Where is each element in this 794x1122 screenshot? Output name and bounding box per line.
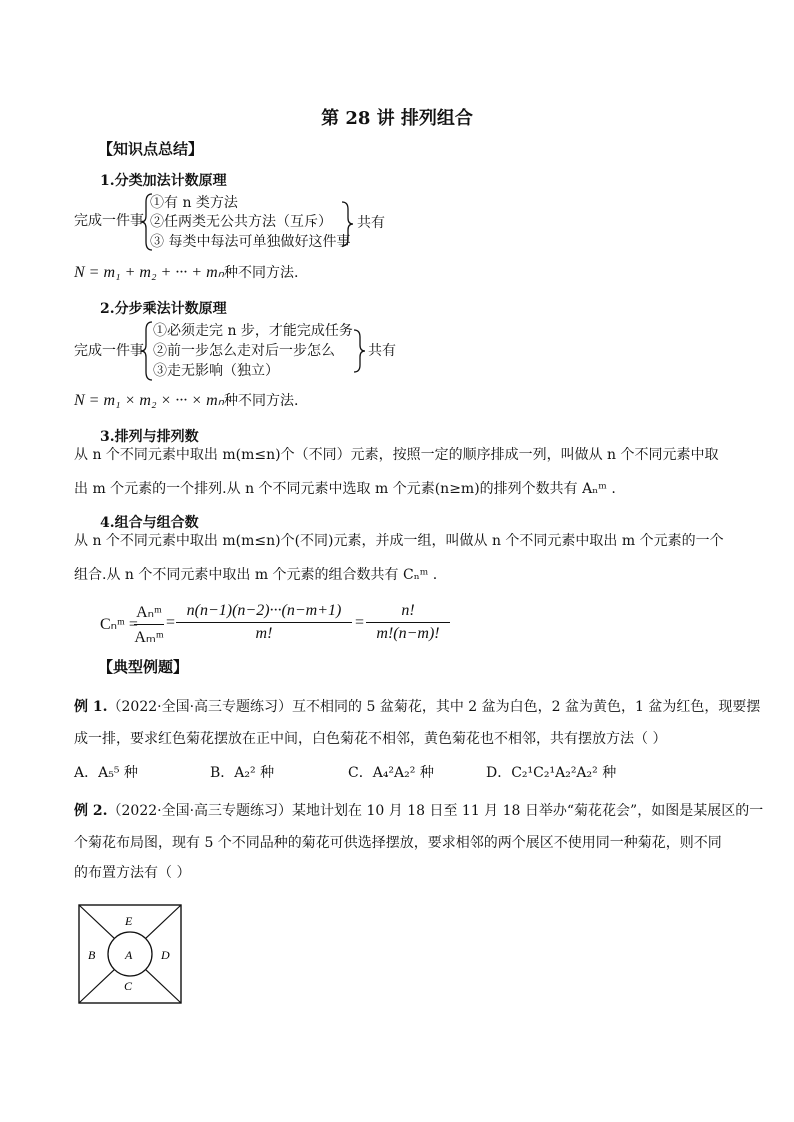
s3-line-1: 从 n 个不同元素中取出 m(m≤n)个（不同）元素，按照一定的顺序排成一列，叫做从 n 个不同元素中取 <box>74 447 719 463</box>
s2-right-label: 共有 <box>368 343 396 359</box>
example-1-option-b[interactable]: B．A₂² 种 <box>210 765 275 781</box>
diagram-line-br <box>146 970 181 1003</box>
example-1-line-2: 成一排，要求红色菊花摆放在正中间，白色菊花不相邻，黄色菊花也不相邻，共有摆放方法（ ） <box>74 731 667 747</box>
s1-formula-tail: 种不同方法. <box>224 265 299 281</box>
section-3-heading: 3.排列与排列数 <box>100 429 199 445</box>
example-1-option-a[interactable]: A．A₅⁵ 种 <box>74 765 138 781</box>
region-a-label: A <box>125 948 133 962</box>
example-2-text-1: （2022·全国·高三专题练习）某地计划在 10 月 18 日至 11 月 18 日举办“菊花花会”，如图是某展区的一 <box>107 803 764 819</box>
example-1-option-c[interactable]: C．A₄²A₂² 种 <box>348 765 434 781</box>
fraction-2-bar <box>176 622 352 623</box>
section-1-heading: 1.分类加法计数原理 <box>100 173 227 189</box>
examples-heading: 【典型例题】 <box>98 658 189 676</box>
example-1-option-d[interactable]: D．C₂¹C₂¹A₂²A₂² 种 <box>486 765 617 781</box>
s1-formula: N = m₁ + m₂ + ··· + mₙ <box>74 264 225 281</box>
s1-item-2: ②任两类无公共方法（互斥） <box>150 214 332 230</box>
example-1-text-1: （2022·全国·高三专题练习）互不相同的 5 盆菊花，其中 2 盆为白色，2 盆为黄色，1 盆为红色，现要摆 <box>107 699 761 715</box>
fraction-3-bar <box>366 622 450 623</box>
s1-right-brace <box>340 200 354 248</box>
s1-right-label: 共有 <box>357 215 385 231</box>
region-b-label: B <box>88 948 96 962</box>
s2-formula-line <box>74 390 298 412</box>
s1-formula-line <box>74 262 298 284</box>
diagram-line-bl <box>79 970 114 1003</box>
example-1-line-1 <box>74 696 760 718</box>
fraction-1-numerator: Aₙᵐ <box>136 604 162 621</box>
s2-left-label: 完成一件事 <box>74 343 144 359</box>
region-c-label: C <box>124 979 133 993</box>
example-2-line-2: 个菊花布局图，现有 5 个不同品种的菊花可供选择摆放，要求相邻的两个展区不使用同一种菊花，则不同 <box>74 835 722 851</box>
s4-line-1: 从 n 个不同元素中取出 m(m≤n)个(不同)元素，并成一组，叫做从 n 个不同元素中取出 m 个元素的一个 <box>74 533 724 549</box>
region-e-label: E <box>125 914 133 928</box>
fraction-2 <box>176 602 352 643</box>
example-2-line-1 <box>74 800 763 822</box>
flower-layout-diagram <box>78 904 182 1004</box>
example-2-line-3: 的布置方法有（ ） <box>74 865 191 881</box>
equals-2: = <box>355 614 365 631</box>
s2-item-1: ①必须走完 n 步，才能完成任务 <box>153 323 353 339</box>
s2-left-brace <box>140 320 154 382</box>
s4-line-2: 组合.从 n 个不同元素中取出 m 个元素的组合数共有 Cₙᵐ . <box>74 567 438 583</box>
fraction-3-denominator: m!(n−m)! <box>376 625 440 642</box>
diagram-line-tr <box>146 905 181 938</box>
knowledge-heading: 【知识点总结】 <box>98 140 204 158</box>
s3-line-2: 出 m 个元素的一个排列.从 n 个不同元素中选取 m 个元素(n≥m)的排列个数共有 Aₙᵐ . <box>74 481 616 497</box>
s1-item-3: ③ 每类中每法可单独做好这件事 <box>150 234 351 250</box>
fraction-2-numerator: n(n−1)(n−2)···(n−m+1) <box>186 602 342 619</box>
s1-left-label: 完成一件事 <box>74 213 144 229</box>
section-2-heading: 2.分步乘法计数原理 <box>100 301 227 317</box>
s2-right-brace <box>352 328 366 374</box>
fraction-2-denominator: m! <box>255 625 273 642</box>
fraction-3 <box>366 602 450 643</box>
s1-item-1: ①有 n 类方法 <box>150 195 238 211</box>
equals-1: = <box>166 614 176 631</box>
diagram-line-tl <box>79 905 114 938</box>
example-1-label: 例 1. <box>74 699 108 715</box>
s2-item-3: ③走无影响（独立） <box>153 363 279 379</box>
s2-item-2: ②前一步怎么走对后一步怎么 <box>153 343 335 359</box>
section-4-heading: 4.组合与组合数 <box>100 515 199 531</box>
region-d-label: D <box>161 948 170 962</box>
fraction-1-denominator: Aₘᵐ <box>134 629 164 646</box>
s2-formula: N = m₁ × m₂ × ··· × mₙ <box>74 392 225 409</box>
page-title: 第 28 讲 排列组合 <box>321 108 473 129</box>
formula-lhs: Cₙᵐ = <box>100 616 138 633</box>
s2-formula-tail: 种不同方法. <box>224 393 299 409</box>
fraction-1 <box>134 602 164 647</box>
example-2-label: 例 2. <box>74 803 108 819</box>
fraction-1-bar <box>134 624 164 625</box>
fraction-3-numerator: n! <box>401 602 415 619</box>
